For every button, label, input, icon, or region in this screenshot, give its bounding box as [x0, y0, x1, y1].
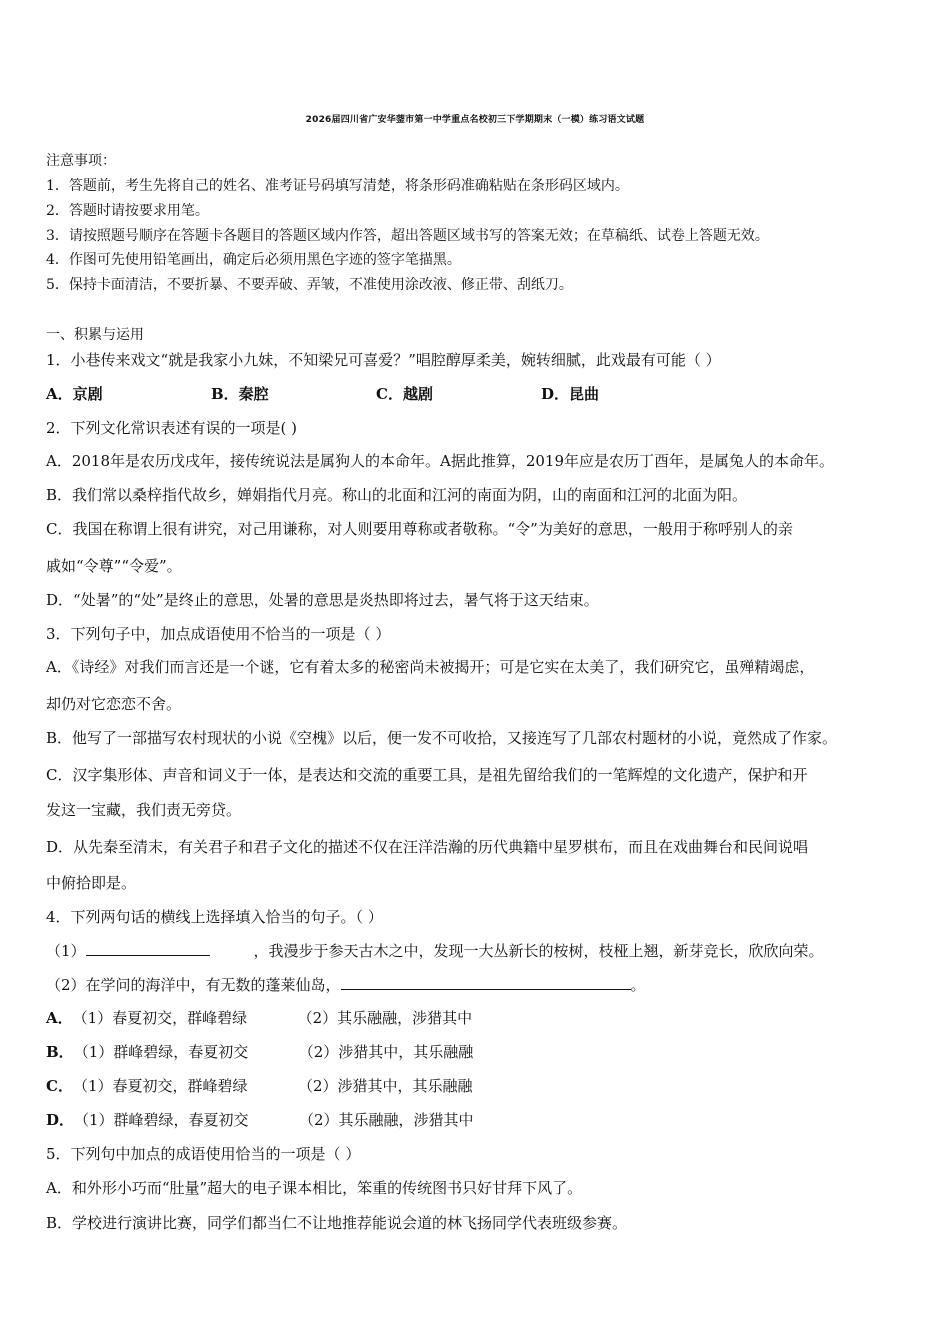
option-a: A．2018年是农历戊戌年，接传统说法是属狗人的本命年。A据此推算，2019年应是农历丁酉年，是属兔人的本命年。: [46, 452, 835, 470]
option-c-continued: 发这一宝藏，我们责无旁贷。: [46, 801, 242, 819]
option-label: D．: [46, 1111, 75, 1129]
option-a: [46, 1008, 472, 1028]
option-label: A．: [46, 1009, 73, 1027]
notice-heading: 注意事项：: [46, 153, 116, 169]
option-b: B．秦腔: [211, 385, 269, 403]
option-a: A．《诗经》对我们而言还是一个谜，它有着太多的秘密尚未被揭开；可是它实在太美了，我们研究它，虽殚精竭虑，: [46, 658, 815, 676]
question-5-stem: 5．下列句中加点的成语使用恰当的一项是（ ）: [46, 1145, 361, 1163]
question-4-sentence-2: [46, 975, 646, 995]
option-part-1: （1）群峰碧绿，春夏初交: [74, 1111, 249, 1129]
option-d: D．“处暑”的“处”是终止的意思，处暑的意思是炎热即将过去，暑气将于这天结束。: [46, 591, 599, 609]
option-c: C．越剧: [376, 385, 433, 403]
option-b: B．我们常以桑梓指代故乡，婵娟指代月亮。称山的北面和江河的南面为阴，山的南面和江河的北面为阳。: [46, 486, 748, 504]
option-part-2: （2）其乐融融，涉猎其中: [299, 1111, 474, 1129]
option-d: D．从先秦至清末，有关君子和君子文化的描述不仅在汪洋浩瀚的历代典籍中星罗棋布，而且在戏曲舞台和民间说唱: [46, 838, 809, 856]
option-label: C．: [46, 1077, 73, 1095]
sentence-1-label: （1）: [46, 942, 86, 960]
option-b: B．学校进行演讲比赛，同学们都当仁不让地推荐能说会道的林飞扬同学代表班级参赛。: [46, 1214, 628, 1232]
option-part-1: （1）群峰碧绿，春夏初交: [73, 1043, 249, 1061]
option-part-2: （2）涉猎其中，其乐融融: [298, 1043, 474, 1061]
sentence-2-end: 。: [630, 976, 646, 994]
option-b: [46, 1042, 473, 1062]
option-d: D．昆曲: [541, 385, 600, 403]
option-d-continued: 中俯拾即是。: [46, 874, 137, 892]
notice-item: 5．保持卡面清洁，不要折暴、不要弄破、弄皱，不准使用涂改液、修正带、刮纸刀。: [46, 277, 573, 293]
option-a-continued: 却仍对它恋恋不舍。: [46, 695, 182, 713]
question-4-sentence-1: [46, 941, 824, 961]
notice-item: 4．作图可先使用铅笔画出，确定后必须用黑色字迹的签字笔描黑。: [46, 252, 461, 268]
question-1-stem: 1．小巷传来戏文“就是我家小九妹，不知梁兄可喜爱？”唱腔醇厚柔美，婉转细腻，此戏最有可能（ ）: [46, 351, 721, 369]
option-b: B．他写了一部描写农村现状的小说《空槐》以后，便一发不可收拾，又接连写了几部农村题材的小说，竟然成了作家。: [46, 729, 838, 747]
fill-blank-1[interactable]: [86, 941, 210, 956]
option-part-2: （2）涉猎其中，其乐融融: [297, 1077, 473, 1095]
question-3-stem: 3．下列句子中，加点成语使用不恰当的一项是（ ）: [46, 625, 391, 643]
option-d: [46, 1110, 474, 1130]
question-4-stem: 4．下列两句话的横线上选择填入恰当的句子。（ ）: [46, 908, 383, 926]
option-c: C．汉字集形体、声音和词义于一体，是表达和交流的重要工具，是祖先留给我们的一笔辉煌的文化遗产，保护和开: [46, 766, 808, 784]
option-part-2: （2）其乐融融，涉猎其中: [297, 1009, 473, 1027]
option-a: A．京剧: [46, 385, 103, 403]
question-2-stem: 2．下列文化常识表述有误的一项是( ): [46, 419, 298, 437]
option-part-1: （1）春夏初交，群峰碧绿: [72, 1077, 248, 1095]
option-c: [46, 1076, 473, 1096]
page-title: 2026届四川省广安华蓥市第一中学重点名校初三下学期期末（一模）练习语文试题: [305, 115, 645, 125]
option-c: C．我国在称谓上很有讲究，对己用谦称，对人则要用尊称或者敬称。“令”为美好的意思，一般用于称呼别人的亲: [46, 520, 793, 538]
notice-item: 1．答题前，考生先将自己的姓名、准考证号码填写清楚，将条形码准确粘贴在条形码区域内。: [46, 178, 629, 194]
sentence-2-text: （2）在学问的海洋中，有无数的蓬莱仙岛，: [46, 976, 341, 994]
notice-item: 2．答题时请按要求用笔。: [46, 203, 209, 219]
notice-item: 3．请按照题号顺序在答题卡各题目的答题区域内作答，超出答题区域书写的答案无效；在草稿纸、试卷上答题无效。: [46, 228, 769, 244]
section-heading: 一、积累与运用: [46, 327, 144, 343]
fill-blank-2[interactable]: [341, 975, 631, 990]
option-a: A．和外形小巧而“肚量”超大的电子课本相比，笨重的传统图书只好甘拜下风了。: [46, 1179, 583, 1197]
option-c-continued: 戚如“令尊”“令爱”。: [46, 557, 182, 575]
option-part-1: （1）春夏初交，群峰碧绿: [72, 1009, 248, 1027]
sentence-1-text: ，我漫步于参天古木之中，发现一大丛新长的桉树，枝桠上翘，新芽竞长，欣欣向荣。: [253, 942, 824, 960]
option-label: B．: [46, 1043, 74, 1061]
question-1-options: [46, 384, 599, 404]
